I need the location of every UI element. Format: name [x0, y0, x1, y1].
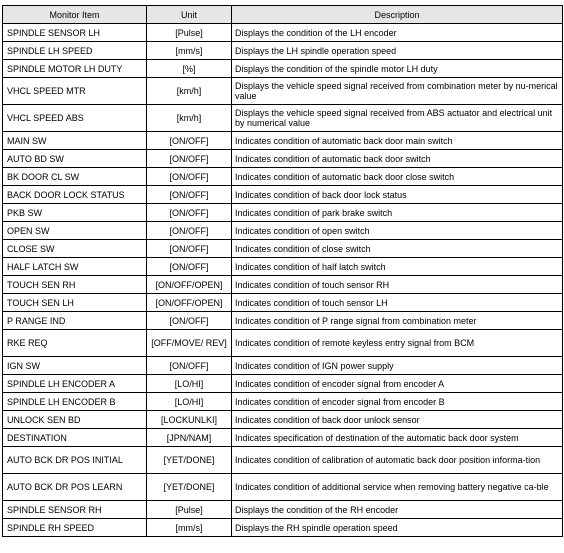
monitor-item-table [2, 5, 563, 537]
description-cell: Displays the condition of the LH encoder [232, 24, 563, 42]
unit-cell: [ON/OFF] [147, 132, 232, 150]
monitor-item-cell: SPINDLE MOTOR LH DUTY [3, 60, 147, 78]
monitor-item-cell: SPINDLE SENSOR LH [3, 24, 147, 42]
monitor-item-cell: SPINDLE LH SPEED [3, 42, 147, 60]
monitor-item-cell: DESTINATION [3, 429, 147, 447]
monitor-item-cell: VHCL SPEED MTR [3, 78, 147, 105]
table-row [3, 105, 563, 132]
monitor-item-table-container [2, 5, 563, 537]
table-row [3, 357, 563, 375]
description-cell: Displays the condition of the RH encoder [232, 501, 563, 519]
unit-cell: [OFF/MOVE/ REV] [147, 330, 232, 357]
description-cell: Indicates condition of encoder signal from encoder A [232, 375, 563, 393]
description-cell: Indicates condition of P range signal from combination meter [232, 312, 563, 330]
table-row [3, 186, 563, 204]
table-body [3, 24, 563, 537]
description-cell: Indicates condition of touch sensor RH [232, 276, 563, 294]
monitor-item-cell: AUTO BCK DR POS INITIAL [3, 447, 147, 474]
description-cell: Displays the RH spindle operation speed [232, 519, 563, 537]
description-cell: Indicates condition of automatic back door switch [232, 150, 563, 168]
monitor-item-cell: AUTO BCK DR POS LEARN [3, 474, 147, 501]
description-cell: Indicates condition of back door lock status [232, 186, 563, 204]
header-unit: Unit [147, 6, 232, 24]
monitor-item-cell: SPINDLE LH ENCODER B [3, 393, 147, 411]
unit-cell: [ON/OFF/OPEN] [147, 294, 232, 312]
description-cell: Indicates condition of touch sensor LH [232, 294, 563, 312]
monitor-item-cell: MAIN SW [3, 132, 147, 150]
description-cell: Displays the LH spindle operation speed [232, 42, 563, 60]
monitor-item-cell: AUTO BD SW [3, 150, 147, 168]
unit-cell: [ON/OFF] [147, 240, 232, 258]
table-row [3, 411, 563, 429]
unit-cell: [LO/HI] [147, 375, 232, 393]
monitor-item-cell: TOUCH SEN RH [3, 276, 147, 294]
monitor-item-cell: CLOSE SW [3, 240, 147, 258]
monitor-item-cell: UNLOCK SEN BD [3, 411, 147, 429]
description-cell: Displays the condition of the spindle motor LH duty [232, 60, 563, 78]
unit-cell: [Pulse] [147, 501, 232, 519]
monitor-item-cell: OPEN SW [3, 222, 147, 240]
description-cell: Indicates condition of automatic back door main switch [232, 132, 563, 150]
monitor-item-cell: BACK DOOR LOCK STATUS [3, 186, 147, 204]
unit-cell: [mm/s] [147, 42, 232, 60]
header-monitor-item: Monitor Item [3, 6, 147, 24]
table-row [3, 294, 563, 312]
table-row [3, 132, 563, 150]
monitor-item-cell: SPINDLE RH SPEED [3, 519, 147, 537]
monitor-item-cell: IGN SW [3, 357, 147, 375]
unit-cell: [mm/s] [147, 519, 232, 537]
table-row [3, 330, 563, 357]
monitor-item-cell: SPINDLE SENSOR RH [3, 501, 147, 519]
table-row [3, 501, 563, 519]
description-cell: Indicates condition of encoder signal from encoder B [232, 393, 563, 411]
description-cell: Indicates condition of remote keyless entry signal from BCM [232, 330, 563, 357]
table-row [3, 240, 563, 258]
monitor-item-cell: RKE REQ [3, 330, 147, 357]
description-cell: Indicates condition of close switch [232, 240, 563, 258]
unit-cell: [ON/OFF] [147, 258, 232, 276]
unit-cell: [ON/OFF] [147, 222, 232, 240]
unit-cell: [ON/OFF] [147, 168, 232, 186]
monitor-item-cell: SPINDLE LH ENCODER A [3, 375, 147, 393]
table-header-row [3, 6, 563, 24]
description-cell: Indicates condition of open switch [232, 222, 563, 240]
description-cell: Indicates condition of half latch switch [232, 258, 563, 276]
table-row [3, 393, 563, 411]
unit-cell: [ON/OFF] [147, 186, 232, 204]
unit-cell: [km/h] [147, 105, 232, 132]
description-cell: Indicates condition of IGN power supply [232, 357, 563, 375]
description-cell: Indicates specification of destination of the automatic back door system [232, 429, 563, 447]
unit-cell: [YET/DONE] [147, 474, 232, 501]
unit-cell: [km/h] [147, 78, 232, 105]
unit-cell: [ON/OFF] [147, 204, 232, 222]
table-row [3, 429, 563, 447]
unit-cell: [ON/OFF] [147, 357, 232, 375]
description-cell: Displays the vehicle speed signal received from ABS actuator and electrical unit by numerical value [232, 105, 563, 132]
monitor-item-cell: TOUCH SEN LH [3, 294, 147, 312]
table-row [3, 168, 563, 186]
table-row [3, 375, 563, 393]
table-row [3, 222, 563, 240]
table-row [3, 60, 563, 78]
table-row [3, 312, 563, 330]
monitor-item-cell: PKB SW [3, 204, 147, 222]
table-row [3, 258, 563, 276]
description-cell: Indicates condition of automatic back door close switch [232, 168, 563, 186]
description-cell: Indicates condition of calibration of automatic back door position informa-tion [232, 447, 563, 474]
table-row [3, 519, 563, 537]
description-cell: Indicates condition of back door unlock sensor [232, 411, 563, 429]
unit-cell: [LOCKUNLKI] [147, 411, 232, 429]
description-cell: Indicates condition of additional service when removing battery negative ca-ble [232, 474, 563, 501]
monitor-item-cell: HALF LATCH SW [3, 258, 147, 276]
unit-cell: [LO/HI] [147, 393, 232, 411]
unit-cell: [ON/OFF/OPEN] [147, 276, 232, 294]
description-cell: Indicates condition of park brake switch [232, 204, 563, 222]
monitor-item-cell: P RANGE IND [3, 312, 147, 330]
unit-cell: [%] [147, 60, 232, 78]
unit-cell: [Pulse] [147, 24, 232, 42]
header-description: Description [232, 6, 563, 24]
table-row [3, 474, 563, 501]
table-row [3, 447, 563, 474]
table-row [3, 276, 563, 294]
table-row [3, 150, 563, 168]
table-row [3, 24, 563, 42]
monitor-item-cell: BK DOOR CL SW [3, 168, 147, 186]
table-row [3, 78, 563, 105]
unit-cell: [YET/DONE] [147, 447, 232, 474]
unit-cell: [ON/OFF] [147, 312, 232, 330]
description-cell: Displays the vehicle speed signal received from combination meter by nu-merical value [232, 78, 563, 105]
monitor-item-cell: VHCL SPEED ABS [3, 105, 147, 132]
table-row [3, 204, 563, 222]
unit-cell: [JPN/NAM] [147, 429, 232, 447]
unit-cell: [ON/OFF] [147, 150, 232, 168]
table-row [3, 42, 563, 60]
